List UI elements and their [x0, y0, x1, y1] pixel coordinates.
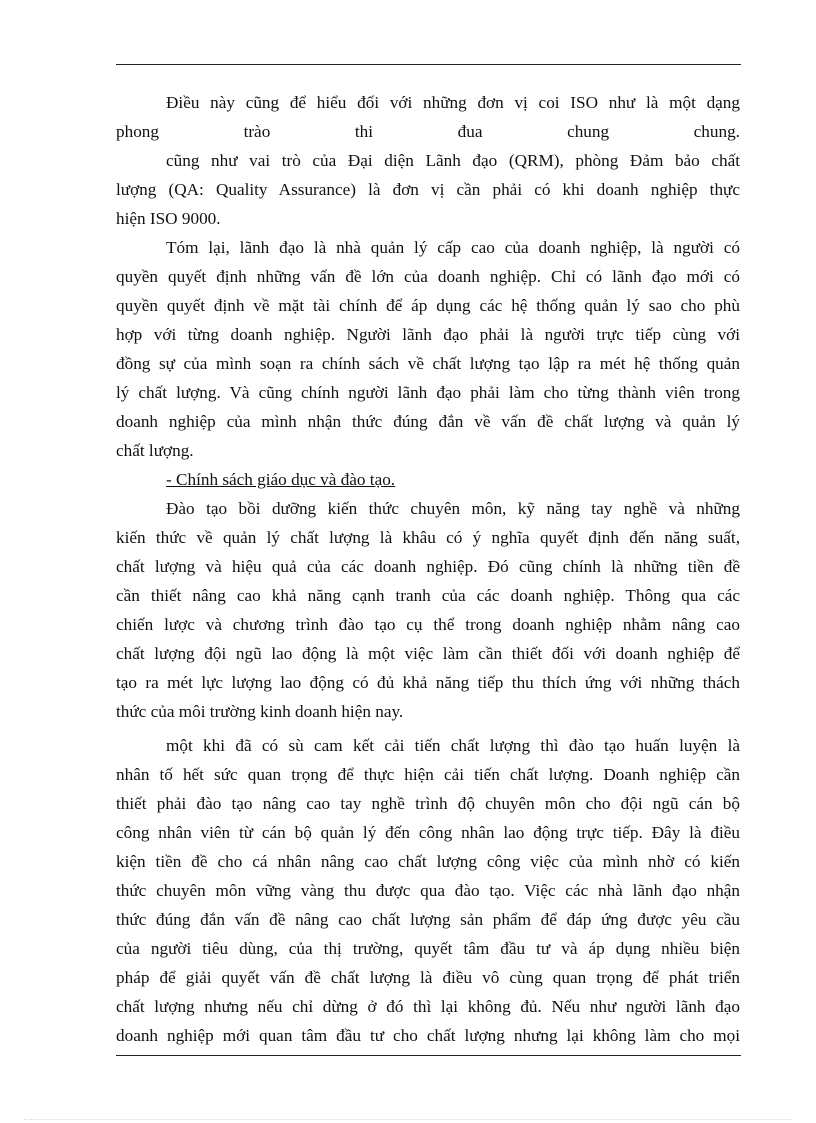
text-line: nhân tố hết sức quan trọng để thực hiện cải tiến chất lượng. Doanh nghiệp cần: [116, 765, 740, 784]
text-line: cần thiết nâng cao khả năng cạnh tranh của các doanh nghiệp. Thông qua các: [116, 586, 740, 605]
word: phong: [116, 122, 159, 141]
text-line: chất lượng nhưng nếu chỉ dừng ở đó thì lại không đủ. Nếu như người lãnh đạo: [116, 997, 740, 1016]
text-line: chất lượng.: [116, 441, 194, 460]
text-line: quyền quyết định về mặt tài chính để áp dụng các hệ thống quản lý sao cho phù: [116, 296, 740, 315]
text-line: công nhân viên từ cán bộ quản lý đến công nhân lao động trực tiếp. Đây là điều: [116, 823, 740, 842]
document-body: [116, 88, 740, 1050]
paragraph-1: [116, 88, 740, 233]
text-line: pháp để giải quyết vấn đề chất lượng là điều vô cùng quan trọng để phát triển: [116, 968, 740, 987]
text-line: thức đúng đắn vấn đề nâng cao chất lượng sản phẩm để đáp ứng được yêu cầu: [116, 910, 740, 929]
word: thi: [354, 122, 374, 141]
text-line: quyền quyết định những vấn đề lớn của doanh nghiệp. Chỉ có lãnh đạo mới có: [116, 267, 740, 286]
paragraph-3: [116, 494, 740, 726]
word: trào: [243, 122, 271, 141]
text-line: đồng sự của mình soạn ra chính sách về chất lượng tạo lập ra mét hệ thống quản: [116, 354, 740, 373]
text-line: chất lượng và hiệu quả của các doanh nghiệp. Đó cũng chính là những tiền đề: [116, 557, 740, 576]
text-line: cũng như vai trò của Đại diện Lãnh đạo (QRM), phòng Đảm bảo chất: [166, 151, 740, 170]
paragraph-2: [116, 233, 740, 465]
text-line: của người tiêu dùng, của thị trường, quyết tâm đầu tư và áp dụng nhiều biện: [116, 939, 740, 958]
text-line: lý chất lượng. Và cũng chính người lãnh đạo phải làm cho từng thành viên trong: [116, 383, 740, 402]
text-line: hiện ISO 9000.: [116, 209, 221, 228]
text-line: một khi đã có sù cam kết cải tiến chất lượng thì đào tạo huấn luyện là: [166, 736, 740, 755]
footer-rule: [116, 1055, 741, 1056]
text-line: Tóm lại, lãnh đạo là nhà quản lý cấp cao của doanh nghiệp, là người có: [166, 238, 740, 257]
text-line: thiết phải đào tạo nâng cao tay nghề trình độ chuyên môn cho đội ngũ cán bộ: [116, 794, 740, 813]
word: đua: [457, 122, 483, 141]
word: chung: [567, 122, 610, 141]
word: chung.: [693, 122, 740, 141]
header-rule: [116, 64, 741, 65]
section-heading: - Chính sách giáo dục và đào tạo.: [166, 470, 396, 489]
text-line: doanh nghiệp mới quan tâm đầu tư cho chất lượng nhưng lại không làm cho mọi: [116, 1026, 740, 1045]
text-line: thức của môi trường kinh doanh hiện nay.: [116, 702, 404, 721]
text-line: Đào tạo bồi dưỡng kiến thức chuyên môn, kỹ năng tay nghề và những: [166, 499, 740, 518]
text-line: tạo ra mét lực lượng lao động có đủ khả năng tiếp thu thích ứng với những thách: [116, 673, 740, 692]
paragraph-4: [116, 731, 740, 1050]
text-line: kiến thức về quản lý chất lượng là khâu có ý nghĩa quyết định đến năng suất,: [116, 528, 740, 547]
text-line: lượng (QA: Quality Assurance) là đơn vị cần phải có khi doanh nghiệp thực: [116, 180, 740, 199]
page-edge-dotted-line: [24, 1119, 792, 1120]
text-line: kiện tiền đề cho cá nhân nâng cao chất lượng công việc của mình nhờ có kiến: [116, 852, 740, 871]
text-line-spread: [116, 117, 740, 146]
text-line: doanh nghiệp của mình nhận thức đúng đắn về vấn đề chất lượng và quản lý: [116, 412, 740, 431]
text-line: thức chuyên môn vững vàng thu được qua đào tạo. Việc các nhà lãnh đạo nhận: [116, 881, 740, 900]
text-line: Điều này cũng để hiểu đối với những đơn vị coi ISO như là một dạng: [166, 93, 740, 112]
text-line: chất lượng đội ngũ lao động là một việc làm cần thiết đối với doanh nghiệp để: [116, 644, 740, 663]
text-line: chiến lược và chương trình đào tạo cụ thể trong doanh nghiệp nhằm nâng cao: [116, 615, 740, 634]
text-line: hợp với từng doanh nghiệp. Người lãnh đạo phải là người trực tiếp cùng với: [116, 325, 740, 344]
